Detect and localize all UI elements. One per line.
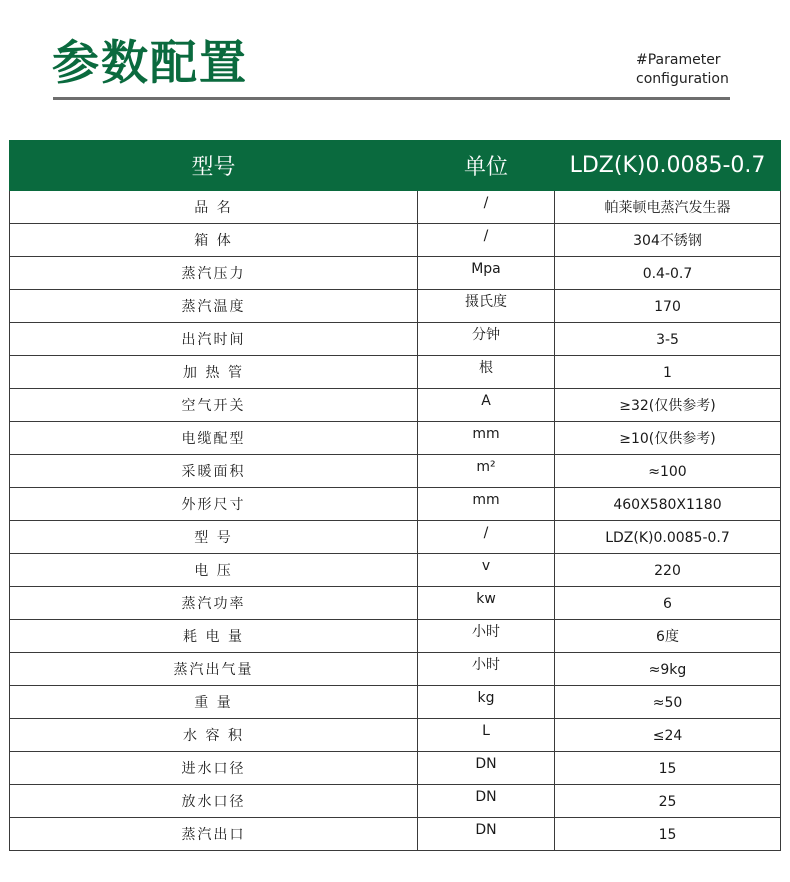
table-row — [10, 587, 781, 620]
param-unit-cell: v — [418, 554, 555, 587]
table-row — [10, 488, 781, 521]
table-header-row — [10, 141, 781, 191]
param-name-cell: 蒸汽出气量 — [10, 653, 418, 686]
param-unit-cell: mm — [418, 488, 555, 521]
table-row — [10, 719, 781, 752]
param-value-cell: 6度 — [555, 620, 781, 653]
table-row — [10, 356, 781, 389]
parameter-table — [9, 140, 781, 851]
param-value-cell: ≈100 — [555, 455, 781, 488]
param-unit-cell: kw — [418, 587, 555, 620]
param-value-cell: 170 — [555, 290, 781, 323]
table-row — [10, 455, 781, 488]
param-value-cell: ≥10(仅供参考) — [555, 422, 781, 455]
table-row — [10, 323, 781, 356]
table-row — [10, 785, 781, 818]
param-value-cell: 460X580X1180 — [555, 488, 781, 521]
table-row — [10, 686, 781, 719]
table-row — [10, 224, 781, 257]
table-row — [10, 521, 781, 554]
param-unit-cell: 分钟 — [418, 323, 555, 356]
param-value-cell: 帕莱顿电蒸汽发生器 — [555, 191, 781, 224]
table-row — [10, 389, 781, 422]
param-unit-cell: 小时 — [418, 653, 555, 686]
param-name-cell: 进水口径 — [10, 752, 418, 785]
param-name-cell: 电 压 — [10, 554, 418, 587]
table-row — [10, 554, 781, 587]
param-value-cell: 6 — [555, 587, 781, 620]
param-value-cell: ≤24 — [555, 719, 781, 752]
param-unit-cell: DN — [418, 785, 555, 818]
param-unit-cell: 根 — [418, 356, 555, 389]
param-unit-cell: Mpa — [418, 257, 555, 290]
table-row — [10, 818, 781, 851]
table-row — [10, 620, 781, 653]
param-value-cell: 0.4-0.7 — [555, 257, 781, 290]
param-name-cell: 加 热 管 — [10, 356, 418, 389]
param-value-cell: 25 — [555, 785, 781, 818]
param-unit-cell: 小时 — [418, 620, 555, 653]
param-name-cell: 水 容 积 — [10, 719, 418, 752]
param-name-cell: 型 号 — [10, 521, 418, 554]
subtitle-line-2: configuration — [636, 71, 729, 87]
table-row — [10, 191, 781, 224]
header-unit: 单位 — [418, 141, 555, 191]
table-row — [10, 257, 781, 290]
param-value-cell: 1 — [555, 356, 781, 389]
param-name-cell: 出汽时间 — [10, 323, 418, 356]
param-name-cell: 耗 电 量 — [10, 620, 418, 653]
param-value-cell: 15 — [555, 818, 781, 851]
param-name-cell: 蒸汽出口 — [10, 818, 418, 851]
param-name-cell: 空气开关 — [10, 389, 418, 422]
param-value-cell: 220 — [555, 554, 781, 587]
param-value-cell: ≈50 — [555, 686, 781, 719]
param-unit-cell: DN — [418, 818, 555, 851]
param-unit-cell: DN — [418, 752, 555, 785]
param-value-cell: 304不锈钢 — [555, 224, 781, 257]
param-unit-cell: kg — [418, 686, 555, 719]
table-row — [10, 653, 781, 686]
table-row — [10, 752, 781, 785]
param-name-cell: 外形尺寸 — [10, 488, 418, 521]
param-value-cell: ≈9kg — [555, 653, 781, 686]
table-row — [10, 290, 781, 323]
param-value-cell: ≥32(仅供参考) — [555, 389, 781, 422]
page-title: 参数配置 — [52, 36, 248, 91]
param-name-cell: 重 量 — [10, 686, 418, 719]
param-name-cell: 品 名 — [10, 191, 418, 224]
header-model: 型号 — [10, 141, 418, 191]
param-name-cell: 蒸汽温度 — [10, 290, 418, 323]
param-unit-cell: / — [418, 224, 555, 257]
param-name-cell: 箱 体 — [10, 224, 418, 257]
param-unit-cell: A — [418, 389, 555, 422]
param-unit-cell: / — [418, 521, 555, 554]
param-unit-cell: m² — [418, 455, 555, 488]
param-unit-cell: L — [418, 719, 555, 752]
param-name-cell: 电缆配型 — [10, 422, 418, 455]
page-subtitle — [636, 51, 729, 89]
param-unit-cell: mm — [418, 422, 555, 455]
param-value-cell: LDZ(K)0.0085-0.7 — [555, 521, 781, 554]
title-underline — [53, 97, 730, 100]
param-name-cell: 采暖面积 — [10, 455, 418, 488]
param-name-cell: 蒸汽功率 — [10, 587, 418, 620]
param-name-cell: 放水口径 — [10, 785, 418, 818]
param-unit-cell: 摄氏度 — [418, 290, 555, 323]
subtitle-line-1: #Parameter — [636, 52, 721, 68]
param-value-cell: 3-5 — [555, 323, 781, 356]
table-row — [10, 422, 781, 455]
param-name-cell: 蒸汽压力 — [10, 257, 418, 290]
param-value-cell: 15 — [555, 752, 781, 785]
param-unit-cell: / — [418, 191, 555, 224]
header-model-value: LDZ(K)0.0085-0.7 — [555, 141, 781, 191]
